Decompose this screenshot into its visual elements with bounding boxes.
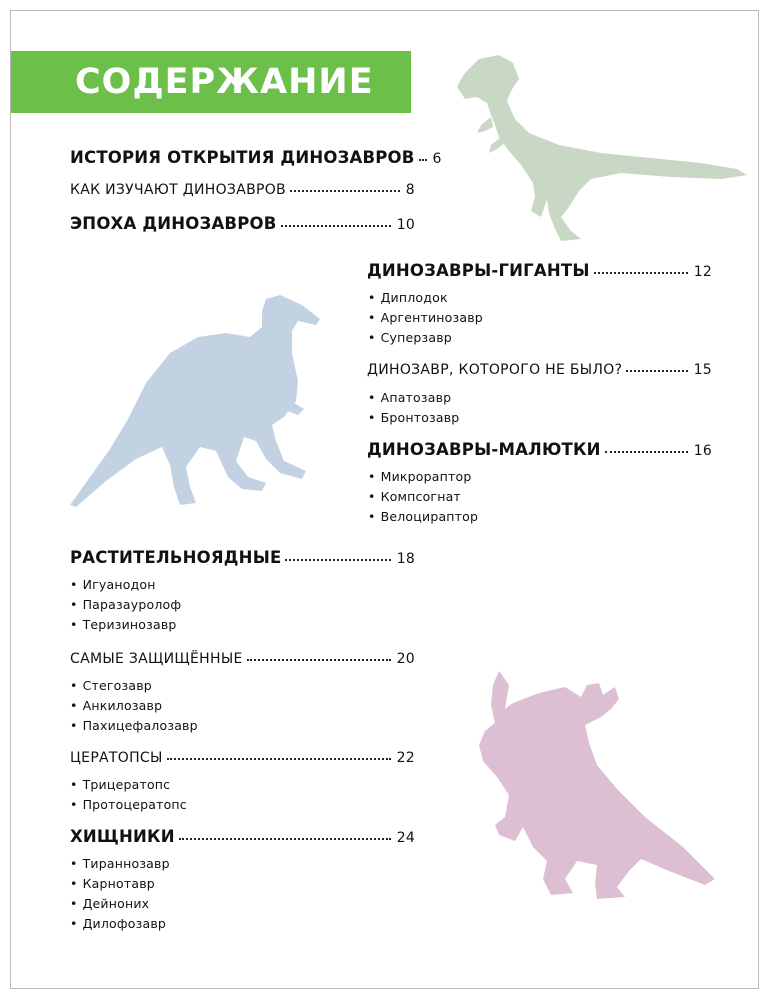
toc-label: ИСТОРИЯ ОТКРЫТИЯ ДИНОЗАВРОВ <box>70 148 415 167</box>
toc-label: РАСТИТЕЛЬНОЯДНЫЕ <box>70 548 282 567</box>
toc-subitem[interactable]: • Микрораптор <box>368 469 471 484</box>
page-number: 10 <box>396 217 415 233</box>
toc-subitem[interactable]: • Апатозавр <box>368 390 451 405</box>
toc-label: ХИЩНИКИ <box>70 827 175 846</box>
toc-subitem[interactable]: • Анкилозавр <box>70 698 162 713</box>
hadrosaur-silhouette-icon <box>66 291 336 531</box>
dot-leader <box>285 559 390 561</box>
toc-subitem[interactable]: • Велоцираптор <box>368 509 478 524</box>
toc-entry-never-existed[interactable] <box>367 362 712 378</box>
page-number: 16 <box>693 443 712 459</box>
toc-label: ДИНОЗАВРЫ-ГИГАНТЫ <box>367 261 590 280</box>
toc-subitem[interactable]: • Теризинозавр <box>70 617 177 632</box>
toc-subitem[interactable]: • Суперзавр <box>368 330 452 345</box>
toc-subitem[interactable]: • Бронтозавр <box>368 410 459 425</box>
page-number: 15 <box>693 362 712 378</box>
toc-subitem[interactable]: • Тираннозавр <box>70 856 170 871</box>
toc-subitem[interactable]: • Трицератопс <box>70 777 170 792</box>
page-number: 18 <box>396 551 415 567</box>
toc-entry-predators[interactable] <box>70 827 415 846</box>
toc-subitem[interactable]: • Дилофозавр <box>70 916 166 931</box>
toc-entry-herbivores[interactable] <box>70 548 415 567</box>
toc-entry-era[interactable] <box>70 214 415 233</box>
toc-subitem[interactable]: • Стегозавр <box>70 678 152 693</box>
toc-label: ДИНОЗАВРЫ-МАЛЮТКИ <box>367 440 601 459</box>
dot-leader <box>247 659 391 661</box>
page-number: 12 <box>693 264 712 280</box>
toc-entry-study[interactable] <box>70 182 415 198</box>
toc-label: ЦЕРАТОПСЫ <box>70 750 163 766</box>
dot-leader <box>281 225 391 227</box>
toc-entry-giants[interactable] <box>367 261 712 280</box>
toc-subitem[interactable]: • Компсогнат <box>368 489 461 504</box>
toc-subitem[interactable]: • Протоцератопс <box>70 797 187 812</box>
toc-label: ЭПОХА ДИНОЗАВРОВ <box>70 214 277 233</box>
dot-leader <box>594 272 688 274</box>
toc-subitem[interactable]: • Паразауролоф <box>70 597 181 612</box>
toc-entry-tiny[interactable] <box>367 440 712 459</box>
page-number: 6 <box>432 151 442 167</box>
toc-subitem[interactable]: • Карнотавр <box>70 876 155 891</box>
toc-entry-protected[interactable] <box>70 651 415 667</box>
page-title: СОДЕРЖАНИЕ <box>75 62 374 102</box>
page-number: 20 <box>396 651 415 667</box>
toc-entry-history[interactable] <box>70 148 442 167</box>
page-number: 8 <box>405 182 415 198</box>
page-number: 22 <box>396 750 415 766</box>
toc-subitem[interactable]: • Диплодок <box>368 290 448 305</box>
ceratopsian-silhouette-icon <box>469 665 729 905</box>
toc-label: САМЫЕ ЗАЩИЩЁННЫЕ <box>70 651 243 667</box>
dot-leader <box>179 838 391 840</box>
toc-label: КАК ИЗУЧАЮТ ДИНОЗАВРОВ <box>70 182 286 198</box>
toc-subitem[interactable]: • Пахицефалозавр <box>70 718 198 733</box>
dot-leader <box>419 159 427 161</box>
toc-entry-ceratopsians[interactable] <box>70 750 415 766</box>
trex-silhouette-icon <box>451 41 751 246</box>
dot-leader <box>605 451 688 453</box>
toc-label: ДИНОЗАВР, КОТОРОГО НЕ БЫЛО? <box>367 362 623 378</box>
toc-subitem[interactable]: • Игуанодон <box>70 577 156 592</box>
page-number: 24 <box>396 830 415 846</box>
toc-subitem[interactable]: • Дейноних <box>70 896 149 911</box>
dot-leader <box>290 190 400 192</box>
dot-leader <box>167 758 391 760</box>
dot-leader <box>626 370 687 372</box>
book-page <box>10 10 759 989</box>
title-band <box>11 51 411 113</box>
toc-subitem[interactable]: • Аргентинозавр <box>368 310 483 325</box>
